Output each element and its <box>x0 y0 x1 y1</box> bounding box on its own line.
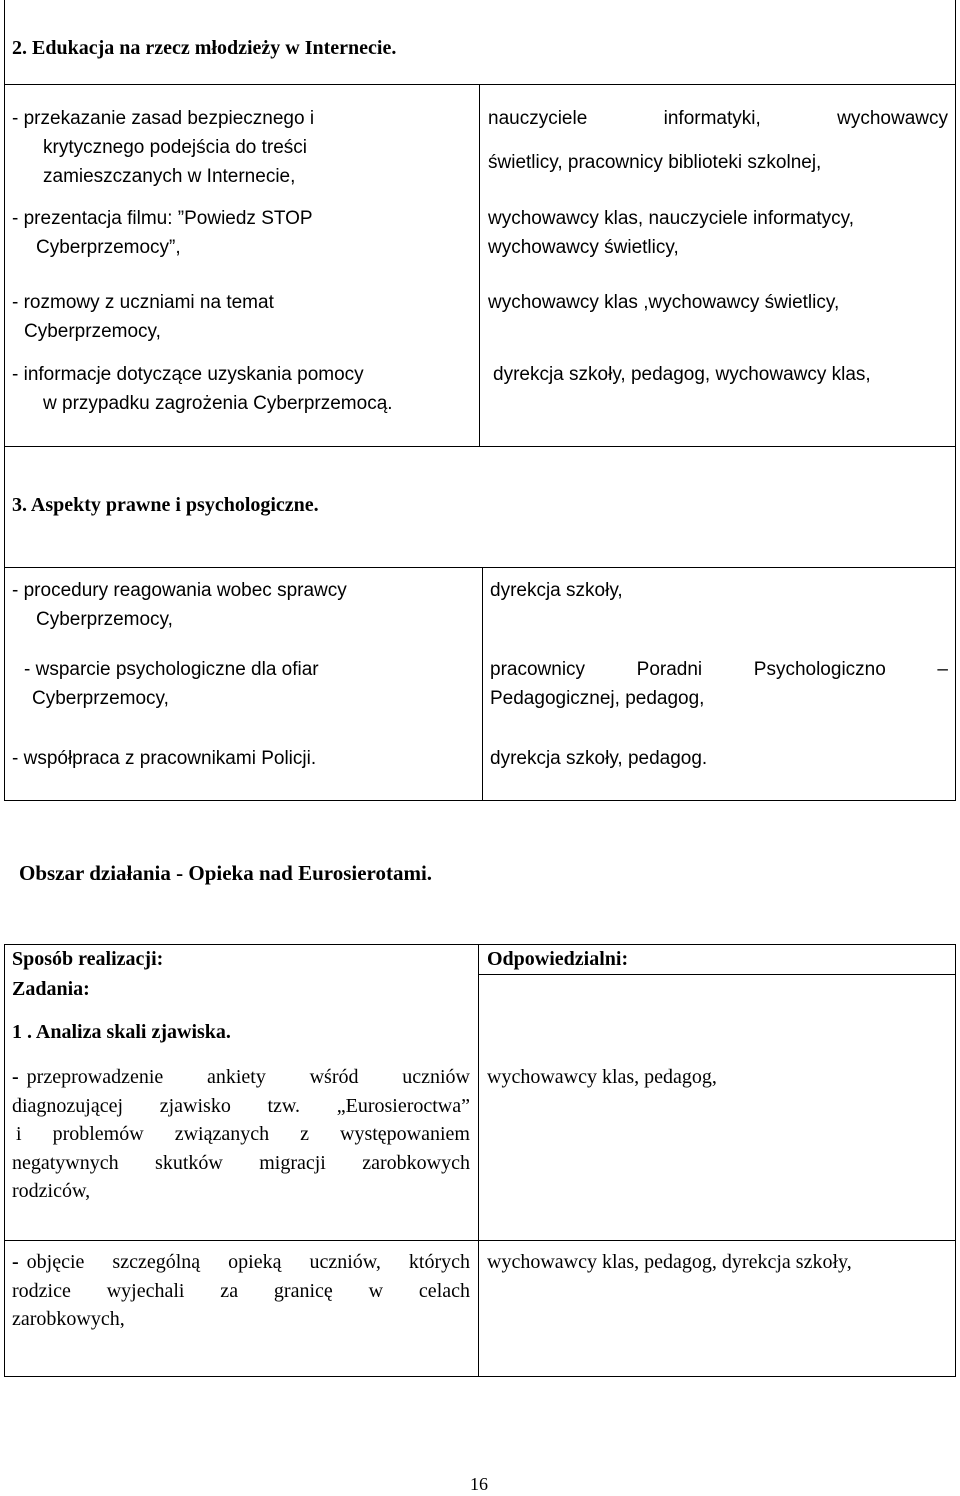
task-line: krytycznego podejścia do treści <box>43 137 308 158</box>
responsible-line: wychowawcy klas, nauczyciele informatycy, <box>488 208 855 229</box>
task-line: w przypadku zagrożenia Cyberprzemocą. <box>43 393 393 414</box>
task-line: - rozmowy z uczniami na temat <box>12 292 274 313</box>
task-line: Cyberprzemocy, <box>24 321 161 342</box>
task-line: Cyberprzemocy, <box>36 609 173 630</box>
responsible-line: świetlicy, pracownicy biblioteki szkolnej, <box>488 152 822 173</box>
task-line: rodzice wyjechali za granicę w celach <box>12 1279 470 1302</box>
task-line: - współpraca z pracownikami Policji. <box>12 748 317 769</box>
task-line: - procedury reagowania wobec sprawcy <box>12 580 347 601</box>
task-text: objęcie szczególną opieką uczniów, których <box>26 1251 470 1273</box>
task-block <box>12 1063 470 1206</box>
responsible-line: wychowawcy klas, pedagog, <box>487 1066 717 1088</box>
area-title: Obszar działania - Opieka nad Eurosierotami. <box>19 861 433 885</box>
subheading: 1 . Analiza skali zjawiska. <box>12 1021 231 1043</box>
task-line <box>12 1248 470 1277</box>
task-line: - informacje dotyczące uzyskania pomocy <box>12 364 364 385</box>
task-line: - wsparcie psychologiczne dla ofiar <box>24 659 319 680</box>
responsible-line: pracownicy Poradni Psychologiczno – <box>490 659 948 680</box>
task-line: negatywnych skutków migracji zarobkowych <box>12 1151 470 1174</box>
task-line: i problemów związanych z występowaniem <box>16 1123 470 1145</box>
task-text: przeprowadzenie ankiety wśród uczniów <box>26 1066 470 1088</box>
dash: - <box>12 1251 19 1273</box>
task-line: Cyberprzemocy, <box>32 688 169 709</box>
section-3-heading: 3. Aspekty prawne i psychologiczne. <box>12 494 319 516</box>
responsible-line: dyrekcja szkoły, <box>490 580 623 601</box>
dash: - <box>12 1066 19 1088</box>
task-block <box>12 1248 470 1334</box>
tasks-label: Zadania: <box>12 978 90 1000</box>
responsible-line: wychowawcy klas, pedagog, dyrekcja szkoły, <box>487 1251 852 1273</box>
task-line: diagnozującej zjawisko tzw. „Eurosieroctwa” <box>12 1094 470 1117</box>
task-line: - przekazanie zasad bezpiecznego i <box>12 108 315 129</box>
task-line: Cyberprzemocy”, <box>36 237 181 258</box>
task-line: zarobkowych, <box>12 1308 125 1330</box>
task-line: zamieszczanych w Internecie, <box>43 166 296 187</box>
responsible-line: Pedagogicznej, pedagog, <box>490 688 705 709</box>
responsible-line: dyrekcja szkoły, pedagog, wychowawcy klas, <box>493 364 871 385</box>
responsible-line: wychowawcy klas ,wychowawcy świetlicy, <box>488 292 840 313</box>
task-line: rodziców, <box>12 1180 91 1202</box>
task-line: - prezentacja filmu: ”Powiedz STOP <box>12 208 313 229</box>
responsible-line: nauczyciele informatyki, wychowawcy <box>488 108 948 129</box>
responsible-line: dyrekcja szkoły, pedagog. <box>490 748 708 769</box>
task-line <box>12 1063 470 1092</box>
col-header-method: Sposób realizacji: <box>12 948 164 970</box>
responsible-line: wychowawcy świetlicy, <box>488 237 679 258</box>
section-2-heading: 2. Edukacja na rzecz młodzieży w Internecie. <box>12 37 397 59</box>
col-header-responsible: Odpowiedzialni: <box>487 948 629 970</box>
page-number: 16 <box>470 1474 488 1494</box>
